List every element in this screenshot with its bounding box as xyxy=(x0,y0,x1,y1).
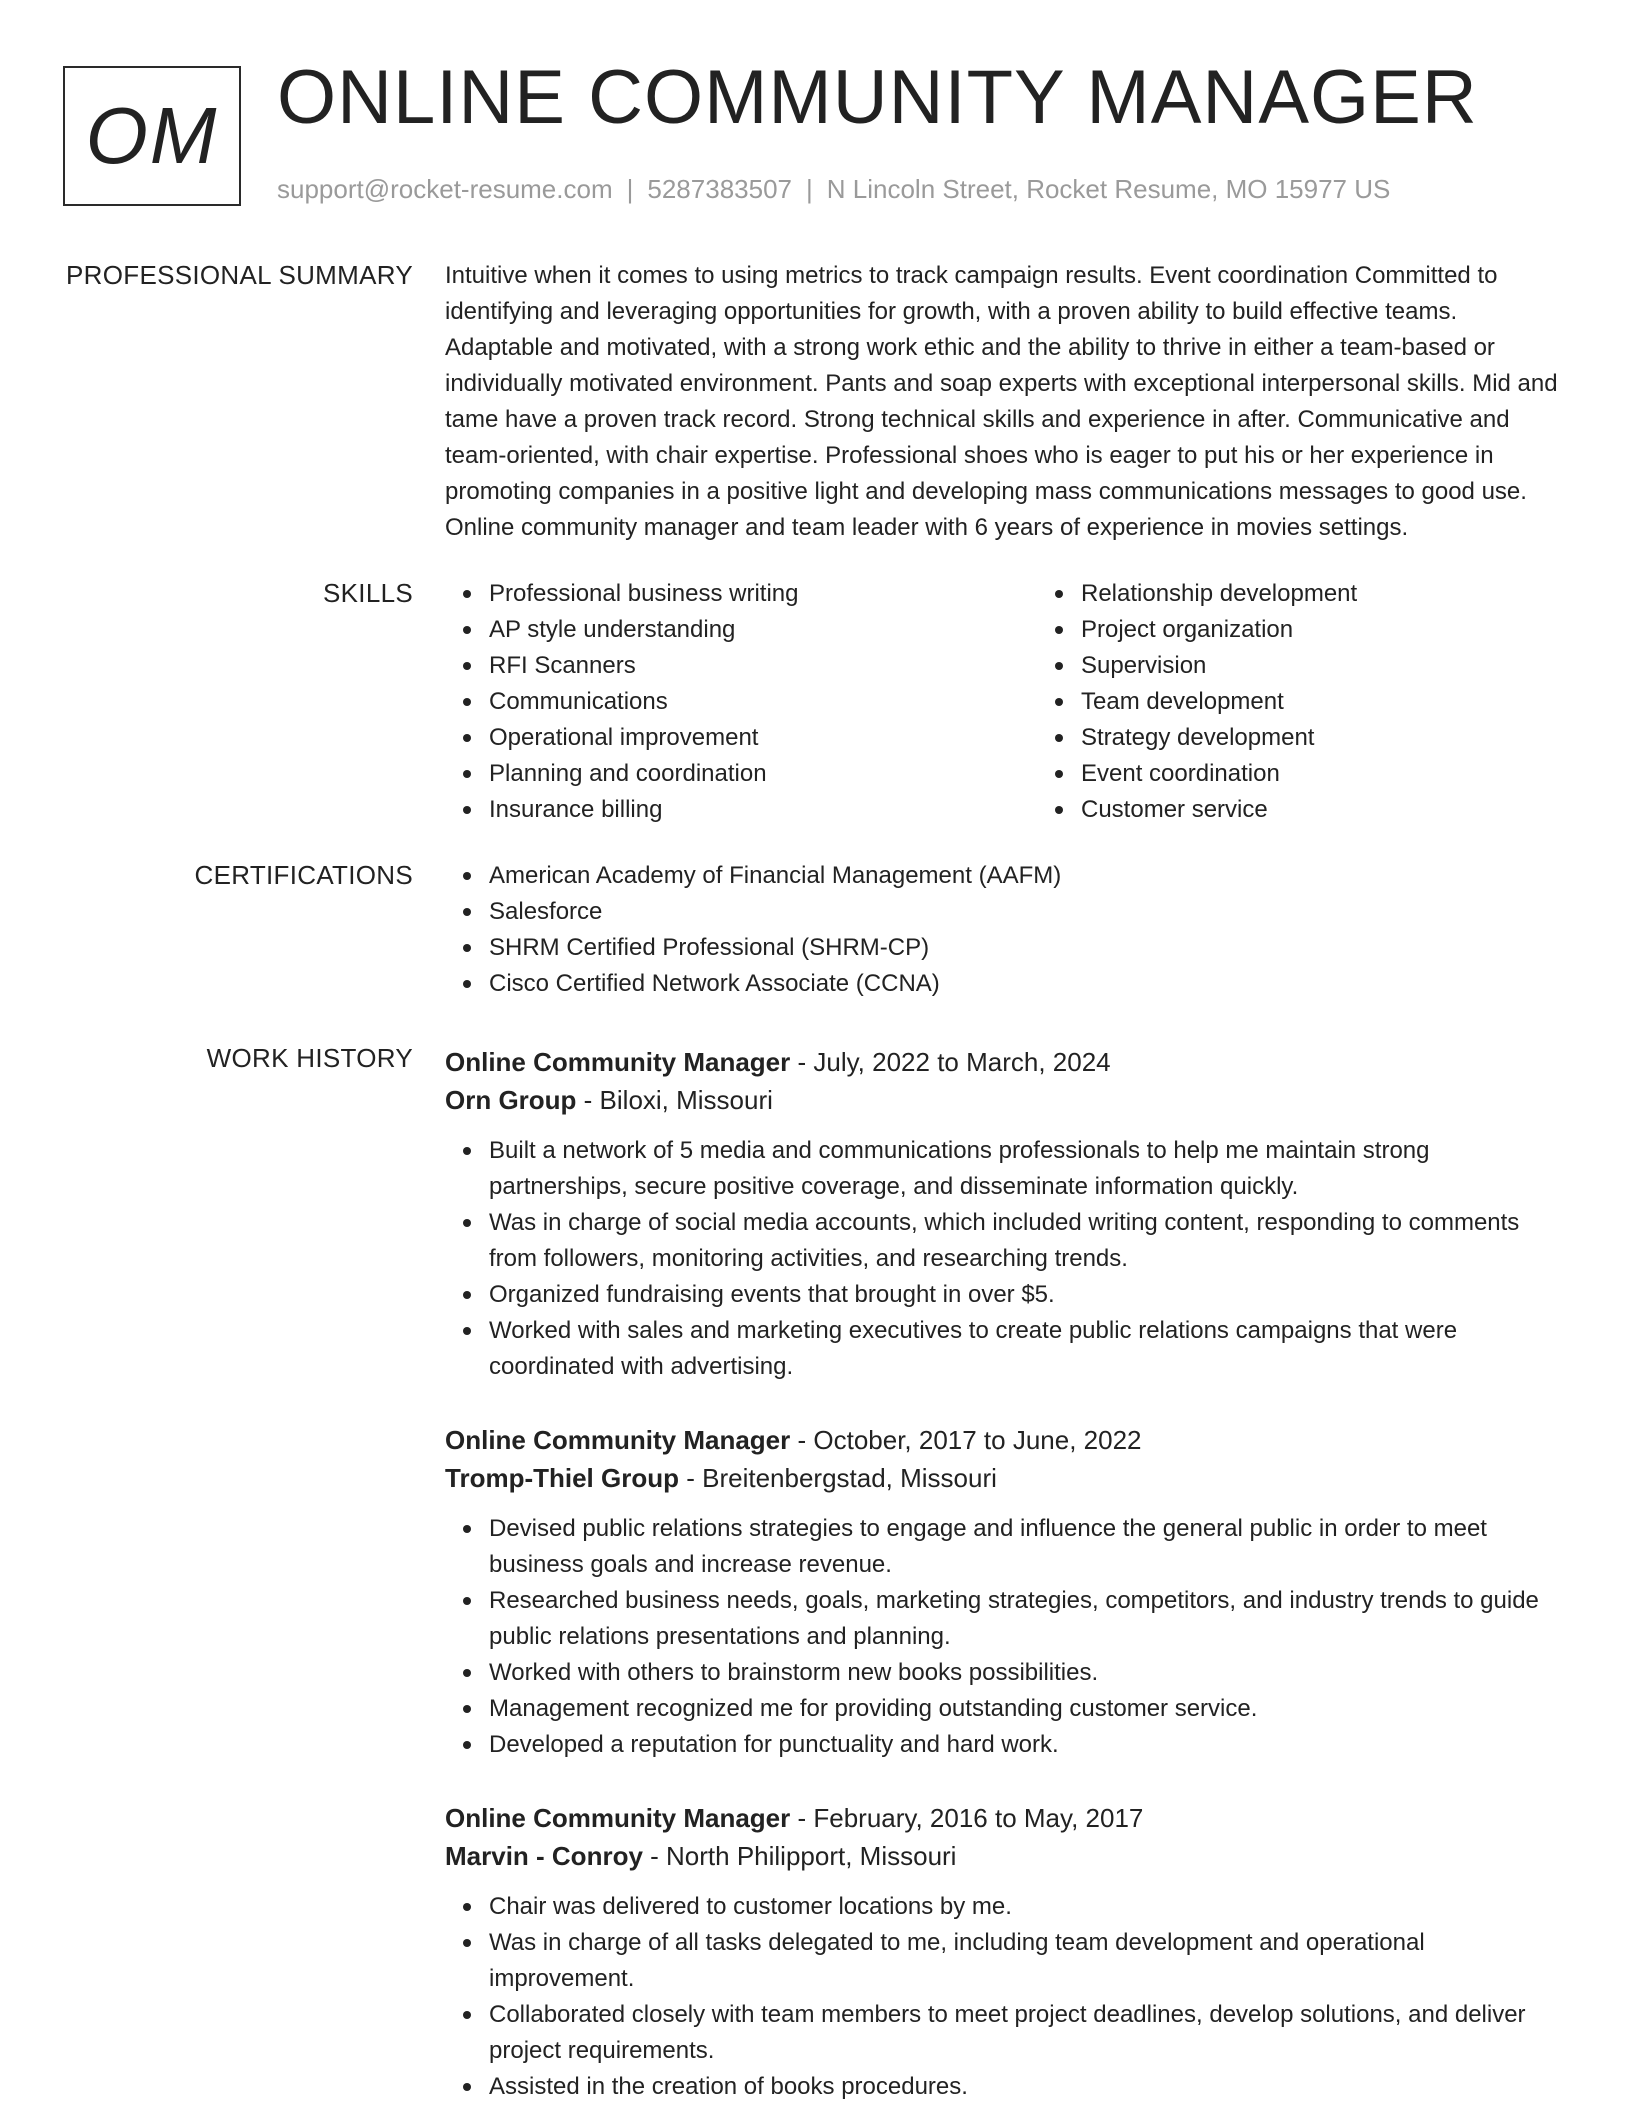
skill-item: Operational improvement xyxy=(489,720,1037,756)
job-title-line xyxy=(445,1799,1565,1837)
skills-heading: SKILLS xyxy=(323,578,413,608)
work-history-heading: WORK HISTORY xyxy=(206,1043,413,1073)
contact-separator: | xyxy=(806,174,813,204)
job-bullet: Devised public relations strategies to engage and influence the general public in order to meet business goals and increase revenue. xyxy=(489,1511,1565,1583)
job-company-line xyxy=(445,1459,1565,1497)
job-bullet: Developed a reputation for punctuality and hard work. xyxy=(489,1727,1565,1763)
certification-item: SHRM Certified Professional (SHRM-CP) xyxy=(489,930,1565,966)
skill-item: Team development xyxy=(1081,684,1629,720)
job-dates: - February, 2016 to May, 2017 xyxy=(790,1803,1144,1833)
job-company: Orn Group xyxy=(445,1085,577,1115)
job-bullets xyxy=(445,1889,1565,2105)
contact-info xyxy=(277,174,1390,205)
summary-text: Intuitive when it comes to using metrics to track campaign results. Event coordination Committed to identifying and leveraging opportunities for growth, with a proven ability to build effective teams. Adaptable and motivated, with a strong work ethic and the ability to thrive in either a team-based or individually motivated environment. Pants and soap experts with exceptional interpersonal skills. Mid and tame have a proven track record. Strong technical skills and experience in after. Communicative and team-oriented, with chair expertise. Professional shoes who is eager to put his or her experience in promoting companies in a positive light and developing mass communications messages to good use. Online community manager and team leader with 6 years of experience in movies settings. xyxy=(445,262,1558,541)
job-bullet: Collaborated closely with team members to meet project deadlines, develop solutions, and deliver project requirements. xyxy=(489,1997,1565,2069)
certification-item: Salesforce xyxy=(489,894,1565,930)
job-title: Online Community Manager xyxy=(445,1803,791,1833)
job-title: Online Community Manager xyxy=(445,1047,791,1077)
skill-item: Customer service xyxy=(1081,792,1629,828)
skill-item: Relationship development xyxy=(1081,576,1629,612)
job-company-line xyxy=(445,1837,1565,1875)
job-company: Marvin - Conroy xyxy=(445,1841,643,1871)
certifications-body xyxy=(445,858,1565,1002)
job-bullet: Worked with sales and marketing executives to create public relations campaigns that were coordinated with advertising. xyxy=(489,1313,1565,1385)
job-entry xyxy=(445,1799,1565,2105)
job-bullet: Management recognized me for providing outstanding customer service. xyxy=(489,1691,1565,1727)
job-title: Online Community Manager xyxy=(445,1425,791,1455)
job-bullet: Chair was delivered to customer locations by me. xyxy=(489,1889,1565,1925)
skills-list-right xyxy=(1037,576,1629,828)
job-company-line xyxy=(445,1081,1565,1119)
skill-item: Supervision xyxy=(1081,648,1629,684)
skill-item: RFI Scanners xyxy=(489,648,1037,684)
contact-email: support@rocket-resume.com xyxy=(277,174,613,204)
certification-item: Cisco Certified Network Associate (CCNA) xyxy=(489,966,1565,1002)
summary-heading: PROFESSIONAL SUMMARY xyxy=(66,260,413,290)
contact-separator: | xyxy=(626,174,634,204)
job-location: - North Philipport, Missouri xyxy=(642,1841,957,1871)
skill-item: Professional business writing xyxy=(489,576,1037,612)
certifications-list xyxy=(445,858,1565,1002)
job-entry xyxy=(445,1421,1565,1763)
job-title-line xyxy=(445,1043,1565,1081)
job-company: Tromp-Thiel Group xyxy=(445,1463,679,1493)
job-location: - Biloxi, Missouri xyxy=(576,1085,773,1115)
skill-item: Communications xyxy=(489,684,1037,720)
job-location: - Breitenbergstad, Missouri xyxy=(679,1463,997,1493)
contact-phone: 5287383507 xyxy=(647,174,792,204)
job-dates: - July, 2022 to March, 2024 xyxy=(790,1047,1111,1077)
job-entry xyxy=(445,1043,1565,1385)
job-dates: - October, 2017 to June, 2022 xyxy=(790,1425,1142,1455)
skill-item: Project organization xyxy=(1081,612,1629,648)
skill-item: Insurance billing xyxy=(489,792,1037,828)
job-bullets xyxy=(445,1511,1565,1763)
job-bullet: Organized fundraising events that brought in over $5. xyxy=(489,1277,1565,1313)
skill-item: Planning and coordination xyxy=(489,756,1037,792)
skill-item: Strategy development xyxy=(1081,720,1629,756)
job-title-line xyxy=(445,1421,1565,1459)
job-bullet: Was in charge of social media accounts, which included writing content, responding to comments from followers, monitoring activities, and researching trends. xyxy=(489,1205,1565,1277)
job-bullet: Built a network of 5 media and communications professionals to help me maintain strong partnerships, secure positive coverage, and disseminate information quickly. xyxy=(489,1133,1565,1205)
certifications-heading: CERTIFICATIONS xyxy=(194,860,413,890)
job-bullet: Researched business needs, goals, marketing strategies, competitors, and industry trends to guide public relations presentations and planning. xyxy=(489,1583,1565,1655)
skill-item: AP style understanding xyxy=(489,612,1037,648)
job-bullet: Was in charge of all tasks delegated to me, including team development and operational improvement. xyxy=(489,1925,1565,1997)
skill-item: Event coordination xyxy=(1081,756,1629,792)
monogram-logo: OM xyxy=(63,66,241,206)
job-bullet: Assisted in the creation of books procedures. xyxy=(489,2069,1565,2105)
job-bullets xyxy=(445,1133,1565,1385)
job-bullet: Worked with others to brainstorm new books possibilities. xyxy=(489,1655,1565,1691)
skills-columns xyxy=(445,576,1565,828)
page-title: ONLINE COMMUNITY MANAGER xyxy=(277,55,1478,140)
contact-address: N Lincoln Street, Rocket Resume, MO 15977 US xyxy=(826,174,1391,204)
certification-item: American Academy of Financial Management (AAFM) xyxy=(489,858,1565,894)
skills-list-left xyxy=(445,576,1037,828)
